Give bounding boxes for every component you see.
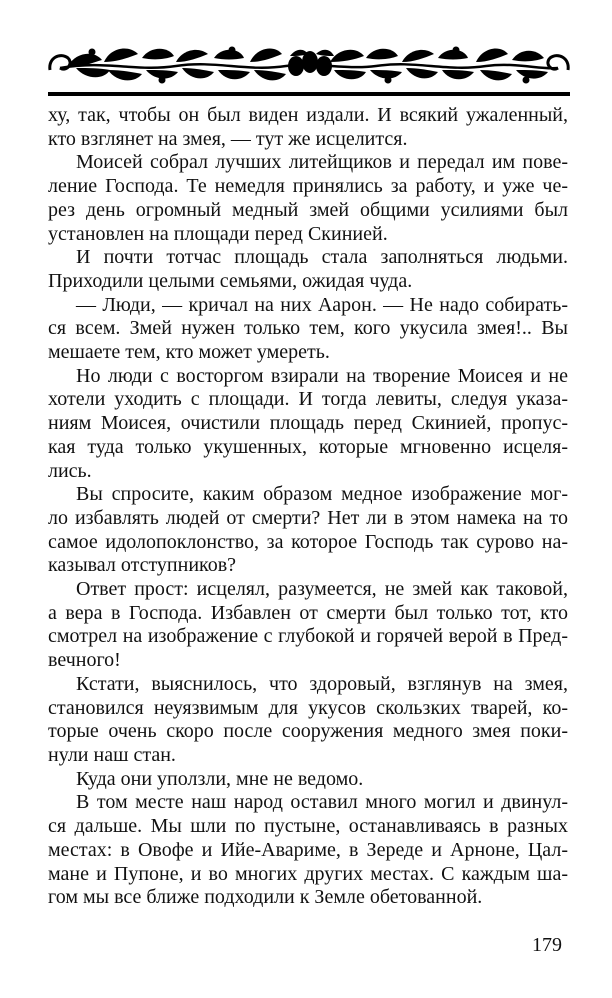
text-line: Ответ прост: исцелял, разумеется, не змей как таковой, [76, 578, 568, 601]
text-line: Приходили целыми семьями, ожидая чуда. [48, 269, 413, 292]
text-line: Куда они уползли, мне не ведомо. [76, 767, 364, 790]
text-line: ся дальше. Мы шли по пустыне, останавливаясь в разных [48, 815, 568, 838]
paragraph-1 [48, 104, 568, 151]
paragraph-8 [48, 673, 568, 768]
text-line: смотрел на изображение с глубокой и горячей верой в Пред- [48, 625, 568, 648]
text-line: мане и Пупоне, и во многих других местах. С каждым ша- [48, 862, 568, 885]
text-line: хотели уходить с площади. И тогда левиты, следуя указа- [48, 388, 568, 411]
text-line: становился неуязвимым для укусов скользких тварей, ко- [48, 696, 568, 719]
text-line: И почти тотчас площадь стала заполняться людьми. [76, 246, 568, 269]
text-line: ся всем. Змей нужен только тем, кого укусила змея!.. Вы [48, 317, 568, 340]
text-line: ло избавлять людей от смерти? Нет ли в этом намека на то [48, 506, 568, 529]
text-line: самое идолопоклонство, за которое Господь так сурово на- [48, 530, 568, 553]
paragraph-4 [48, 294, 568, 365]
text-line: а вера в Господа. Избавлен от смерти был только тот, кто [48, 601, 568, 624]
text-line: Но люди с восторгом взирали на творение Моисея и не [76, 364, 568, 387]
text-line: рез день огромный медный змей общими усилиями был [48, 198, 568, 221]
text-line: кто взглянет на змея, — тут же исцелится. [48, 127, 408, 150]
paragraph-6 [48, 483, 568, 578]
text-line: В том месте наш народ оставил много могил и двинул- [76, 791, 568, 814]
text-line: вечного! [48, 649, 121, 672]
text-line: ху, так, чтобы он был виден издали. И всякий ужаленный, [48, 104, 568, 126]
paragraph-2 [48, 151, 568, 246]
paragraph-5 [48, 365, 568, 484]
text-line: местах: в Овофе и Ийе-Авариме, в Зереде и Арноне, Цал- [48, 838, 568, 861]
text-line: Моисей собрал лучших литейщиков и передал им пове- [76, 151, 568, 174]
text-line: ниям Моисея, очистили площадь перед Скинией, пропус- [48, 412, 568, 435]
text-line: мешаете тем, кто может умереть. [48, 341, 330, 364]
text-line: установлен на площади перед Скинией. [48, 222, 388, 245]
text-line: — Люди, — кричал на них Аарон. — Не надо собирать- [76, 293, 568, 316]
paragraph-7 [48, 578, 568, 673]
text-line: торые очень скоро после сооружения медного змея поки- [48, 720, 568, 743]
paragraph-10 [48, 791, 568, 910]
page-number: 179 [532, 934, 562, 956]
paragraph-3 [48, 246, 568, 293]
text-line: лись. [48, 459, 92, 482]
text-line: ление Господа. Те немедля принялись за работу, и уже че- [48, 175, 568, 198]
text-line: кая туда только укушенных, которые мгновенно исцеля- [48, 435, 568, 458]
text-line: казывал отступников? [48, 554, 237, 577]
text-line: гом мы все ближе подходили к Земле обетованной. [48, 886, 483, 909]
text-line: Вы спросите, каким образом медное изображение мог- [76, 483, 568, 506]
text-line: Кстати, выяснилось, что здоровый, взглянув на змея, [76, 672, 568, 695]
paragraph-9 [48, 768, 568, 792]
text-line: нули наш стан. [48, 743, 176, 766]
ornament-header-border [46, 22, 572, 102]
ornament-rule [48, 92, 570, 96]
page-body-text [48, 104, 568, 910]
